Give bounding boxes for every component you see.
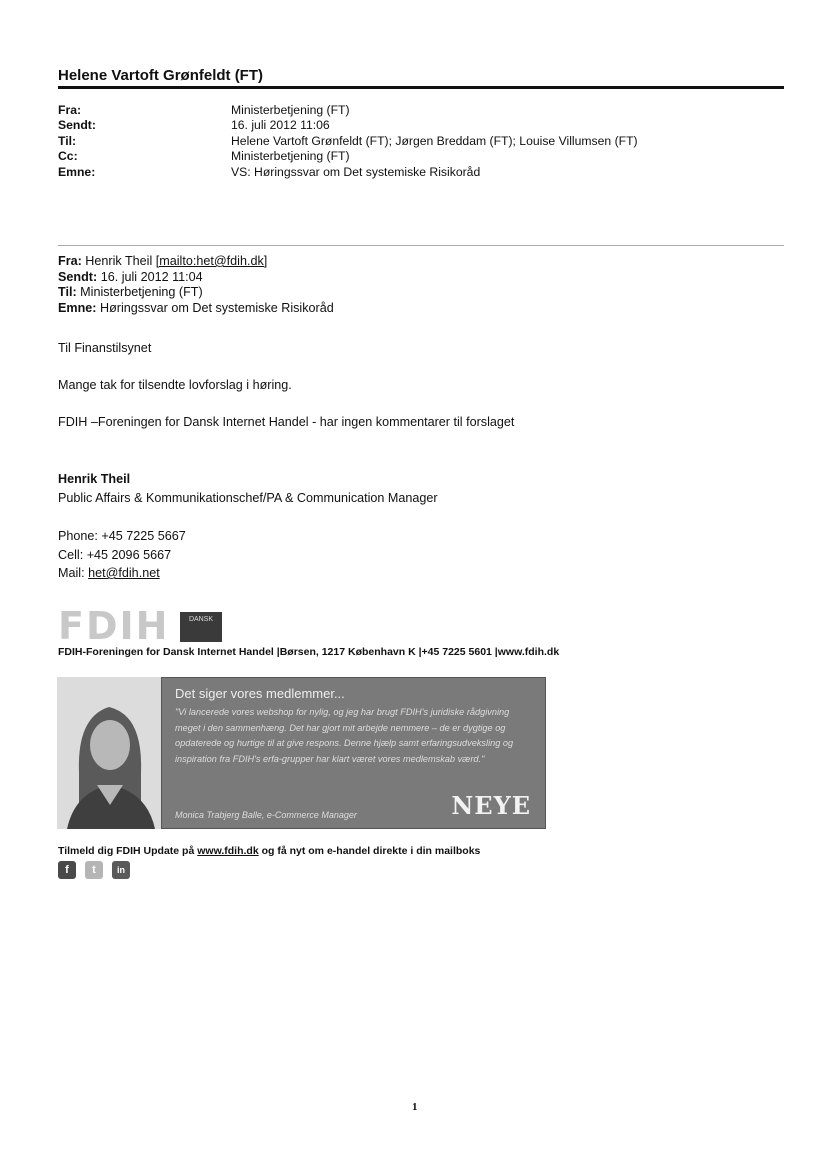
header-sent-row: [58, 118, 638, 133]
forwarded-sent-value: 16. juli 2012 11:04: [100, 269, 203, 284]
contact-mail-link[interactable]: het@fdih.net: [88, 566, 160, 580]
contact-mail-label: Mail:: [58, 566, 85, 580]
header-sent-value: 16. juli 2012 11:06: [231, 118, 330, 133]
header-subject-label: Emne:: [58, 164, 96, 179]
social-icons: [58, 861, 130, 879]
signature-name: Henrik Theil: [58, 472, 131, 486]
header-cc-row: [58, 149, 638, 164]
header-to-row: [58, 134, 638, 149]
title-divider: [58, 86, 784, 89]
forwarded-from-label: Fra:: [58, 254, 82, 268]
logo-text: FDIH: [58, 604, 170, 648]
logo-badge-text: DANSK: [188, 616, 214, 623]
header-subject-row: [58, 165, 638, 180]
fdih-logo: [58, 604, 224, 648]
contact-mail-row: [58, 564, 186, 583]
greeting: Til Finanstilsynet: [58, 341, 152, 355]
subscribe-prefix: Tilmeld dig FDIH Update på: [58, 845, 198, 857]
header-sent-label: Sendt:: [58, 118, 96, 133]
forwarded-mailto-link[interactable]: [mailto:het@fdih.dk]: [155, 254, 268, 268]
facebook-icon[interactable]: f: [58, 861, 76, 879]
forward-divider: [58, 245, 784, 246]
header-from-value: Ministerbetjening (FT): [231, 103, 350, 117]
forwarded-subject-label: Emne:: [58, 300, 97, 315]
subscribe-suffix: og få nyt om e-handel direkte i din mailboks: [258, 845, 481, 857]
header-from-label: Fra:: [58, 103, 82, 117]
member-photo: [57, 677, 161, 829]
contact-phone: Phone: +45 7225 5667: [58, 529, 186, 543]
document-title: Helene Vartoft Grønfeldt (FT): [58, 67, 264, 84]
twitter-icon[interactable]: t: [85, 861, 103, 879]
banner-brand-logo: NEYE: [451, 791, 531, 820]
page-number: 1: [412, 1101, 418, 1113]
subscribe-line: [58, 845, 480, 857]
forwarded-sent-row: [58, 270, 334, 286]
logo-badge: [180, 612, 222, 642]
banner-author: Monica Trabjerg Balle, e-Commerce Manager: [175, 810, 357, 820]
body-paragraph-2: FDIH –Foreningen for Dansk Internet Handel - har ingen kommentarer til forslaget: [58, 415, 515, 429]
forwarded-to-value: Ministerbetjening (FT): [80, 285, 203, 300]
banner-quote: "Vi lancerede vores webshop for nylig, og jeg har brugt FDIH's juridiske rådgivning meget i den sammenhæng. Det har gjort mit arbejde nemmere – de er dygtige og opdaterede og hurtige til at give respons. Denne hjælp samt erfaringsudveksling og inspiration fra FDIH's erfa-grupper har klart været vores medlemskab værd.": [175, 707, 514, 764]
header-to-value: Helene Vartoft Grønfeldt (FT); Jørgen Breddam (FT); Louise Villumsen (FT): [231, 133, 638, 148]
portrait-image: [57, 677, 161, 829]
header-subject-value: VS: Høringssvar om Det systemiske Risikoråd: [231, 164, 481, 179]
header-from-row: [58, 103, 638, 118]
forwarded-subject-row: [58, 301, 334, 317]
body-paragraph-1: Mange tak for tilsendte lovforslag i høring.: [58, 378, 292, 392]
forwarded-to-label: Til:: [58, 285, 77, 300]
forwarded-sent-label: Sendt:: [58, 269, 98, 284]
forwarded-to-row: [58, 285, 334, 301]
header-cc-label: Cc:: [58, 149, 78, 164]
linkedin-icon[interactable]: in: [112, 861, 130, 879]
forwarded-subject-value: Høringssvar om Det systemiske Risikoråd: [100, 300, 334, 315]
organization-line: FDIH-Foreningen for Dansk Internet Handel |Børsen, 1217 København K |+45 7225 5601 |www.fdih.dk: [58, 646, 560, 658]
banner-heading: Det siger vores medlemmer...: [175, 686, 345, 701]
signature: [58, 470, 438, 507]
subscribe-link[interactable]: www.fdih.dk: [197, 845, 259, 857]
email-header: [58, 103, 638, 180]
header-to-label: Til:: [58, 133, 77, 148]
forwarded-header: [58, 254, 334, 316]
contact-cell: Cell: +45 2096 5667: [58, 547, 172, 562]
contact-block: [58, 527, 186, 583]
forwarded-from-row: [58, 254, 334, 270]
forwarded-from-value: Henrik Theil: [85, 254, 153, 268]
header-cc-value: Ministerbetjening (FT): [231, 149, 350, 164]
testimonial-banner[interactable]: [161, 677, 546, 829]
signature-title: Public Affairs & Kommunikationschef/PA & Communication Manager: [58, 490, 438, 505]
